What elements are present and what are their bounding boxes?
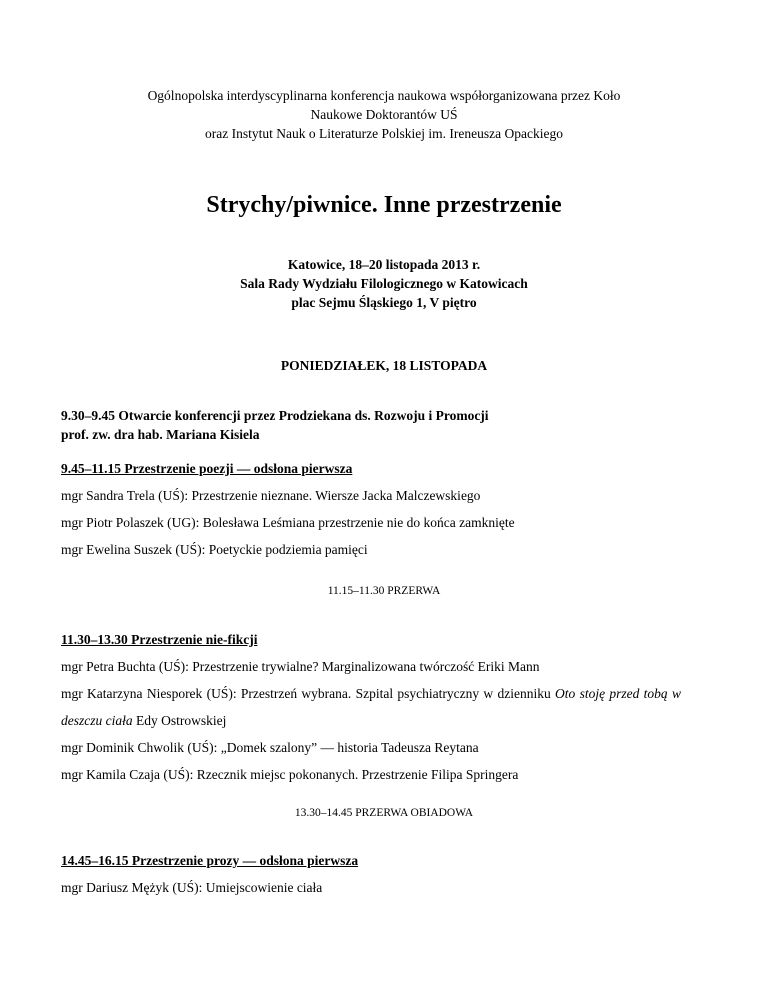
talk-item: mgr Kamila Czaja (UŚ): Rzecznik miejsc pokonanych. Przestrzenie Filipa Springera bbox=[61, 767, 519, 782]
talk-text: mgr Katarzyna Niesporek (UŚ): Przestrzeń wybrana. Szpital psychiatryczny w dzienniku bbox=[61, 686, 556, 701]
venue-dates: Katowice, 18–20 listopada 2013 r. bbox=[287, 257, 481, 272]
day-heading: PONIEDZIAŁEK, 18 LISTOPADA bbox=[280, 358, 488, 373]
talk-item: mgr Dariusz Mężyk (UŚ): Umiejscowienie ciała bbox=[61, 880, 323, 895]
intro-line: oraz Instytut Nauk o Literaturze Polskiej im. Ireneusza Opackiego bbox=[204, 126, 563, 141]
venue-address: plac Sejmu Śląskiego 1, V piętro bbox=[291, 295, 477, 310]
opening-session bbox=[61, 406, 681, 444]
opening-line: 9.30–9.45 Otwarcie konferencji przez Prodziekana ds. Rozwoju i Promocji bbox=[61, 408, 489, 423]
talk-item bbox=[61, 680, 681, 734]
talk-item: mgr Ewelina Suszek (UŚ): Poetyckie podziemia pamięci bbox=[61, 542, 368, 557]
session-poetry bbox=[61, 459, 681, 563]
venue-room: Sala Rady Wydziału Filologicznego w Katowicach bbox=[240, 276, 528, 291]
session-heading: 14.45–16.15 Przestrzenie prozy — odsłona pierwsza bbox=[61, 853, 359, 868]
break-notice: 11.15–11.30 PRZERWA bbox=[327, 585, 441, 597]
talk-item: mgr Piotr Polaszek (UG): Bolesława Leśmiana przestrzenie nie do końca zamknięte bbox=[61, 515, 515, 530]
conference-title: Strychy/piwnice. Inne przestrzenie bbox=[206, 192, 562, 218]
talk-item: mgr Sandra Trela (UŚ): Przestrzenie nieznane. Wiersze Jacka Malczewskiego bbox=[61, 488, 481, 503]
venue-info bbox=[60, 255, 708, 312]
session-heading: 9.45–11.15 Przestrzenie poezji — odsłona pierwsza bbox=[61, 461, 353, 476]
session-nonfiction bbox=[61, 630, 681, 788]
opening-line: prof. zw. dra hab. Mariana Kisiela bbox=[61, 427, 260, 442]
conference-intro bbox=[60, 86, 708, 143]
talk-item: mgr Dominik Chwolik (UŚ): „Domek szalony” — historia Tadeusza Reytana bbox=[61, 740, 479, 755]
talk-book-title: Oto stoję przed tobą w deszczu ciała bbox=[61, 686, 681, 728]
lunch-break-notice: 13.30–14.45 PRZERWA OBIADOWA bbox=[294, 807, 474, 819]
intro-line: Ogólnopolska interdyscyplinarna konferencja naukowa współorganizowana przez Koło bbox=[147, 88, 621, 103]
talk-text: Edy Ostrowskiej bbox=[132, 713, 227, 728]
intro-line: Naukowe Doktorantów UŚ bbox=[310, 107, 458, 122]
session-heading: 11.30–13.30 Przestrzenie nie-fikcji bbox=[61, 632, 258, 647]
session-prose bbox=[61, 851, 681, 901]
talk-item: mgr Petra Buchta (UŚ): Przestrzenie trywialne? Marginalizowana twórczość Eriki Mann bbox=[61, 659, 540, 674]
